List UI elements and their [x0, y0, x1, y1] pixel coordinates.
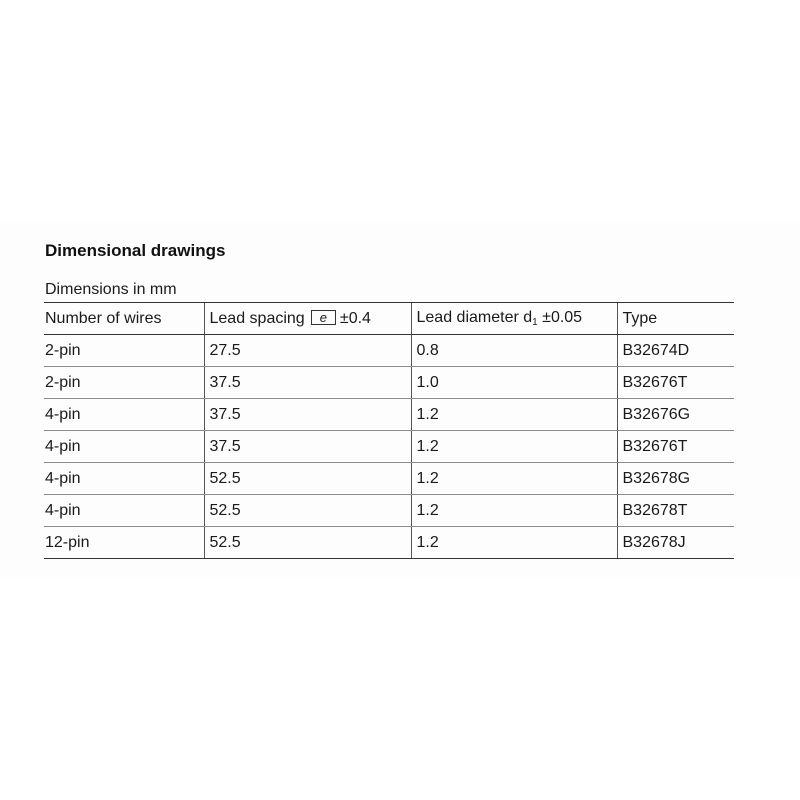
cell-spacing: 52.5	[204, 527, 411, 559]
header-number-of-wires: Number of wires	[44, 303, 204, 335]
section-title: Dimensional drawings	[45, 241, 226, 260]
cell-diameter: 1.2	[411, 431, 617, 463]
table-row	[44, 431, 734, 463]
header-type: Type	[617, 303, 734, 335]
dimensions-table	[44, 302, 734, 559]
lead-diameter-label: Lead diameter d	[416, 309, 533, 326]
table-caption: Dimensions in mm	[45, 281, 177, 298]
cell-spacing: 27.5	[204, 335, 411, 367]
table-row	[44, 367, 734, 399]
header-lead-diameter	[411, 303, 617, 335]
cell-wires: 12-pin	[44, 527, 204, 559]
lead-spacing-label: Lead spacing	[209, 309, 305, 327]
cell-type: B32674D	[617, 335, 734, 367]
header-lead-spacing	[204, 303, 411, 335]
cell-spacing: 37.5	[204, 367, 411, 399]
cell-type: B32676T	[617, 367, 734, 399]
cell-wires: 4-pin	[44, 431, 204, 463]
table-row	[44, 335, 734, 367]
cell-wires: 4-pin	[44, 495, 204, 527]
cell-spacing: 37.5	[204, 431, 411, 463]
cell-type: B32678J	[617, 527, 734, 559]
cell-diameter: 1.2	[411, 463, 617, 495]
cell-diameter: 1.2	[411, 495, 617, 527]
lead-spacing-tolerance: ±0.4	[339, 309, 371, 327]
cell-diameter: 1.2	[411, 399, 617, 431]
lead-diameter-subscript: 1	[532, 317, 538, 328]
cell-wires: 2-pin	[44, 367, 204, 399]
table-row	[44, 495, 734, 527]
cell-type: B32676T	[617, 431, 734, 463]
cell-diameter: 0.8	[411, 335, 617, 367]
cell-diameter: 1.2	[411, 527, 617, 559]
cell-wires: 4-pin	[44, 399, 204, 431]
table-row	[44, 463, 734, 495]
table-row	[44, 399, 734, 431]
cell-type: B32678T	[617, 495, 734, 527]
lead-spacing-symbol: e	[311, 310, 336, 325]
lead-diameter-tolerance: ±0.05	[542, 309, 583, 326]
cell-spacing: 37.5	[204, 399, 411, 431]
cell-type: B32678G	[617, 463, 734, 495]
cell-wires: 2-pin	[44, 335, 204, 367]
cell-type: B32676G	[617, 399, 734, 431]
cell-wires: 4-pin	[44, 463, 204, 495]
cell-spacing: 52.5	[204, 463, 411, 495]
cell-diameter: 1.0	[411, 367, 617, 399]
table-header-row	[44, 303, 734, 335]
cell-spacing: 52.5	[204, 495, 411, 527]
table-row	[44, 527, 734, 559]
